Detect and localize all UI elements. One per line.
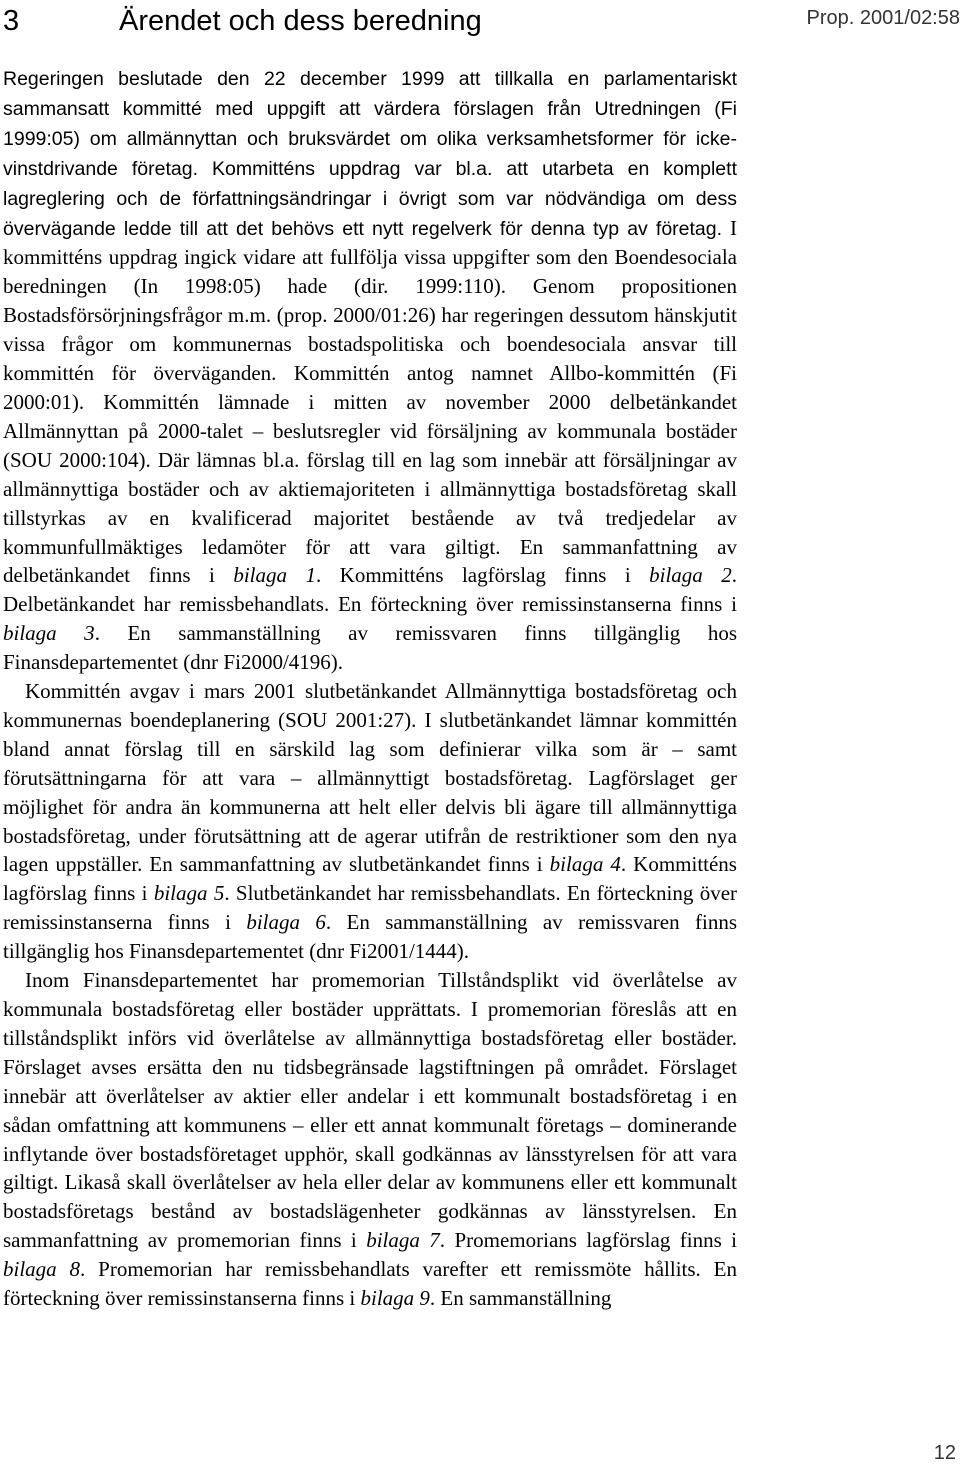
paragraph-1-text: . En sammanställning av remissvaren finns tillgänglig hos Finansdepartementet (dnr Fi2000/4196). — [3, 621, 737, 675]
paragraph-3-text: . Promemorians lagförslag finns i — [439, 1228, 737, 1253]
bilaga-ref: bilaga 6 — [246, 910, 326, 935]
section-title: Ärendet och dess beredning — [119, 5, 482, 37]
bilaga-ref: bilaga 8 — [3, 1257, 81, 1282]
paragraph-1-text: . Delbetänkandet har remissbehandlats. En förteckning över remissinstanserna finns i — [3, 563, 738, 617]
paragraph-2-text: . Kommitténs lagförslag finns i — [3, 852, 737, 906]
bilaga-ref: bilaga 3 — [3, 621, 95, 646]
paragraph-2-text: . En sammanställning av remissvaren finns tillgänglig hos Finansdepartementet (dnr Fi2001/1444). — [3, 910, 737, 964]
proposition-reference: Prop. 2001/02:58 — [806, 7, 960, 29]
bilaga-ref: bilaga 5 — [153, 881, 225, 906]
paragraph-3-text: Inom Finansdepartementet har promemorian Tillståndsplikt vid överlåtelse av kommunala bostadsföretag eller bostäder upprättats. I promemorian föreslås att en tillståndsplikt införs vid överlåtelse av allmännyttiga bostadsföretag eller bostäder. Förslaget avses ersätta den nu tidsbegränsade lagstiftningen på området. Förslaget innebär att överlåtelser av aktier eller andelar i ett kommunalt bostadsföretag i en sådan omfattning att kommunens – eller ett annat kommunalt företags – dominerande inflytande över bostadsföretaget upphör, skall godkännas av länsstyrelsen för att vara giltigt. Likaså skall överlåtelser av hela eller delar av kommunens eller ett kommunalt bostadsföretags bestånd av bostadslägenheter godkännas av länsstyrelsen. En sammanfattning av promemorian finns i — [3, 968, 737, 1253]
paragraph-2-text: . Slutbetänkandet har remissbehandlats. En förteckning över remissinstanserna finns i — [3, 881, 738, 935]
paragraph-2-text: Kommittén avgav i mars 2001 slutbetänkandet Allmännyttiga bostadsföretag och kommunernas boendeplanering (SOU 2001:27). I slutbetänkandet lämnar kommittén bland annat förslag till en särskild lag som definierar vilka som är – samt förutsättningarna för att vara – allmännyttigt bostadsföretag. Lagförslaget ger möjlighet för andra än kommunerna att helt eller delvis bli ägare till allmännyttiga bostadsföretag, under förutsättning att de agerar utifrån de restriktioner som den nya lagen uppställer. En sammanfattning av slutbetänkandet finns i — [3, 679, 737, 877]
section-heading — [3, 2, 482, 40]
paragraph-1-text: . Kommitténs lagförslag finns i — [315, 563, 650, 588]
bilaga-ref: bilaga 4 — [549, 852, 621, 877]
bilaga-ref: bilaga 9 — [360, 1286, 430, 1311]
paragraph-3-text: . En sammanställning — [429, 1286, 612, 1311]
paragraph-3-text: . Promemorian har remissbehandlats varefter ett remissmöte hållits. En förteckning över remissinstanserna finns i — [3, 1257, 738, 1311]
paragraph-3 — [3, 966, 737, 1313]
bilaga-ref: bilaga 2 — [649, 563, 732, 588]
paragraph-2 — [3, 677, 737, 966]
page-number: 12 — [933, 1442, 956, 1464]
bilaga-ref: bilaga 7 — [366, 1228, 440, 1253]
paragraph-1 — [3, 64, 737, 677]
paragraph-1-sans-part-2: Kommitténs uppdrag var bl.a. att utarbeta en komplett lagreglering och de författningsändringar i övrigt som var nödvändiga om dess övervägande ledde till att det behövs ett nytt regelverk för denna typ av företag. — [3, 157, 737, 240]
section-number: 3 — [3, 5, 20, 37]
bilaga-ref: bilaga 1 — [233, 563, 316, 588]
paragraph-1-sans-part: Regeringen beslutade den 22 december 1999 att tillkalla en parlamentariskt sammansatt kommitté med uppgift att värdera förslagen från Utredningen (Fi 1999:05) om allmännyttan och bruksvärdet om olika verksamhetsformer för icke-vinstdrivande företag. — [3, 68, 737, 180]
body-text — [3, 64, 737, 1313]
paragraph-1-text: I kommitténs uppdrag ingick vidare att fullfölja vissa uppgifter som den Boendesociala beredningen (In 1998:05) hade (dir. 1999:110). Genom propositionen Bostadsförsörjningsfrågor m.m. (prop. 2000/01:26) har regeringen dessutom hänskjutit vissa frågor om kommunernas bostadspolitiska och boendesociala ansvar till kommittén för överväganden. Kommittén antog namnet Allbo-kommittén (Fi 2000:01). Kommittén lämnade i mitten av november 2000 delbetänkandet Allmännyttan på 2000-talet – beslutsregler vid försäljning av kommunala bostäder (SOU 2000:104). Där lämnas bl.a. förslag till en lag som innebär att försäljningar av allmännyttiga bostäder och av aktiemajoriteten i allmännyttiga bostadsföretag skall tillstyrkas av en kvalificerad majoritet bestående av två tredjedelar av kommunfullmäktiges ledamöter för att vara giltigt. En sammanfattning av delbetänkandet finns i — [3, 215, 737, 588]
